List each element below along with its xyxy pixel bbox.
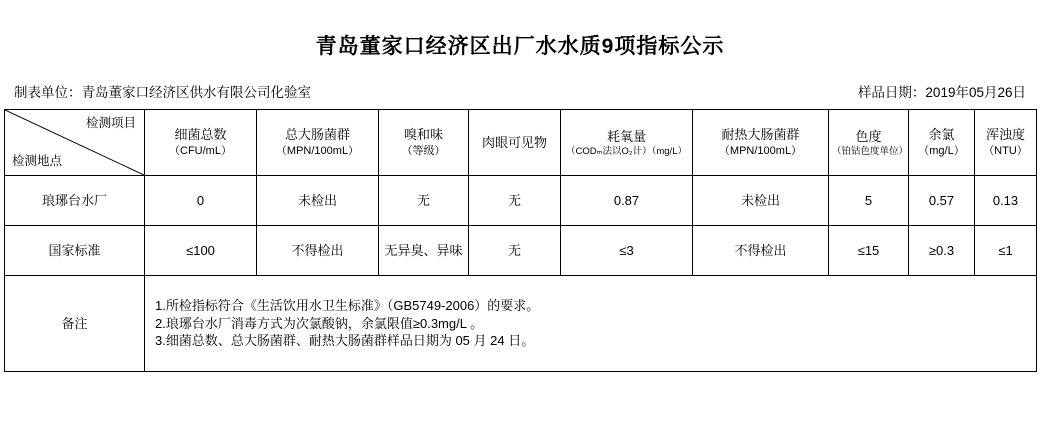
remark-body (145, 276, 1037, 372)
cell-value: 未检出 (693, 176, 829, 226)
cell-value: 无 (469, 176, 561, 226)
cell-value: 0 (145, 176, 257, 226)
column-name: 耗氧量 (606, 128, 646, 144)
cell-value: 0.57 (909, 176, 975, 226)
column-name: 耐热大肠菌群 (721, 127, 800, 143)
row-header-national-standard: 国家标准 (5, 226, 145, 276)
column-name: 浑浊度 (985, 127, 1025, 143)
column-name: 嗅和味 (403, 127, 443, 143)
table-header-row (5, 110, 1037, 176)
remark-label: 备注 (5, 276, 145, 372)
cell-value: 无异臭、异味 (379, 226, 469, 276)
column-unit: （NTU） (983, 145, 1028, 158)
column-name: 肉眼可见物 (481, 134, 547, 150)
page-title: 青岛董家口经济区出厂水水质9项指标公示 (315, 35, 725, 58)
cell-value: ≥0.3 (909, 226, 975, 276)
table-row (5, 176, 1037, 226)
column-unit: （铂钴色度单位） (832, 145, 909, 157)
cell-value: 无 (469, 226, 561, 276)
column-unit: （MPN/100mL） (275, 145, 360, 158)
cell-value: 0.87 (561, 176, 693, 226)
column-header-residual-chlorine (909, 110, 975, 176)
column-name: 色度 (855, 128, 882, 144)
column-unit: （CODₘ法以O₂计）（mg/L） (566, 145, 687, 157)
column-header-turbidity (975, 110, 1037, 176)
cell-value: 不得检出 (257, 226, 379, 276)
sample-date-label: 样品日期：2019年05月26日 (857, 85, 1026, 101)
remark-row (5, 276, 1037, 372)
row-header-plant: 琅琊台水厂 (5, 176, 145, 226)
corner-label-item: 检测项目 (85, 116, 136, 131)
meta-row (0, 59, 1040, 109)
column-unit: （MPN/100mL） (718, 145, 803, 158)
remark-line: 2.琅琊台水厂消毒方式为次氯酸钠，余氯限值≥0.3mg/L 。 (155, 315, 484, 331)
water-quality-table (4, 109, 1037, 372)
column-unit: （等级） (401, 145, 446, 158)
cell-value: 不得检出 (693, 226, 829, 276)
table-row (5, 226, 1037, 276)
remark-line: 1.所检指标符合《生活饮用水卫生标准》（GB5749-2006）的要求。 (155, 298, 540, 314)
corner-label-location: 检测地点 (12, 154, 63, 169)
remark-line: 3.细菌总数、总大肠菌群、耐热大肠菌群样品日期为 05 月 24 日。 (155, 333, 535, 349)
column-unit: （CFU/mL） (169, 145, 232, 158)
column-header-chromaticity (829, 110, 909, 176)
column-header-odor-taste (379, 110, 469, 176)
column-header-total-coliform (257, 110, 379, 176)
cell-value: ≤1 (975, 226, 1037, 276)
column-name: 余氯 (928, 127, 955, 143)
column-unit: （mg/L） (918, 145, 965, 158)
maker-unit-label: 制表单位：青岛董家口经济区供水有限公司化验室 (14, 85, 311, 101)
cell-value: 无 (379, 176, 469, 226)
cell-value: ≤15 (829, 226, 909, 276)
column-name: 总大肠菌群 (284, 127, 350, 143)
cell-value: 未检出 (257, 176, 379, 226)
column-header-thermotolerant-coliform (693, 110, 829, 176)
cell-value: 5 (829, 176, 909, 226)
cell-value: 0.13 (975, 176, 1037, 226)
column-name: 细菌总数 (174, 127, 227, 143)
cell-value: ≤3 (561, 226, 693, 276)
column-header-oxygen-consumption (561, 110, 693, 176)
cell-value: ≤100 (145, 226, 257, 276)
corner-cell (5, 110, 145, 176)
column-header-visible-matter (469, 110, 561, 176)
column-header-bacteria-total (145, 110, 257, 176)
